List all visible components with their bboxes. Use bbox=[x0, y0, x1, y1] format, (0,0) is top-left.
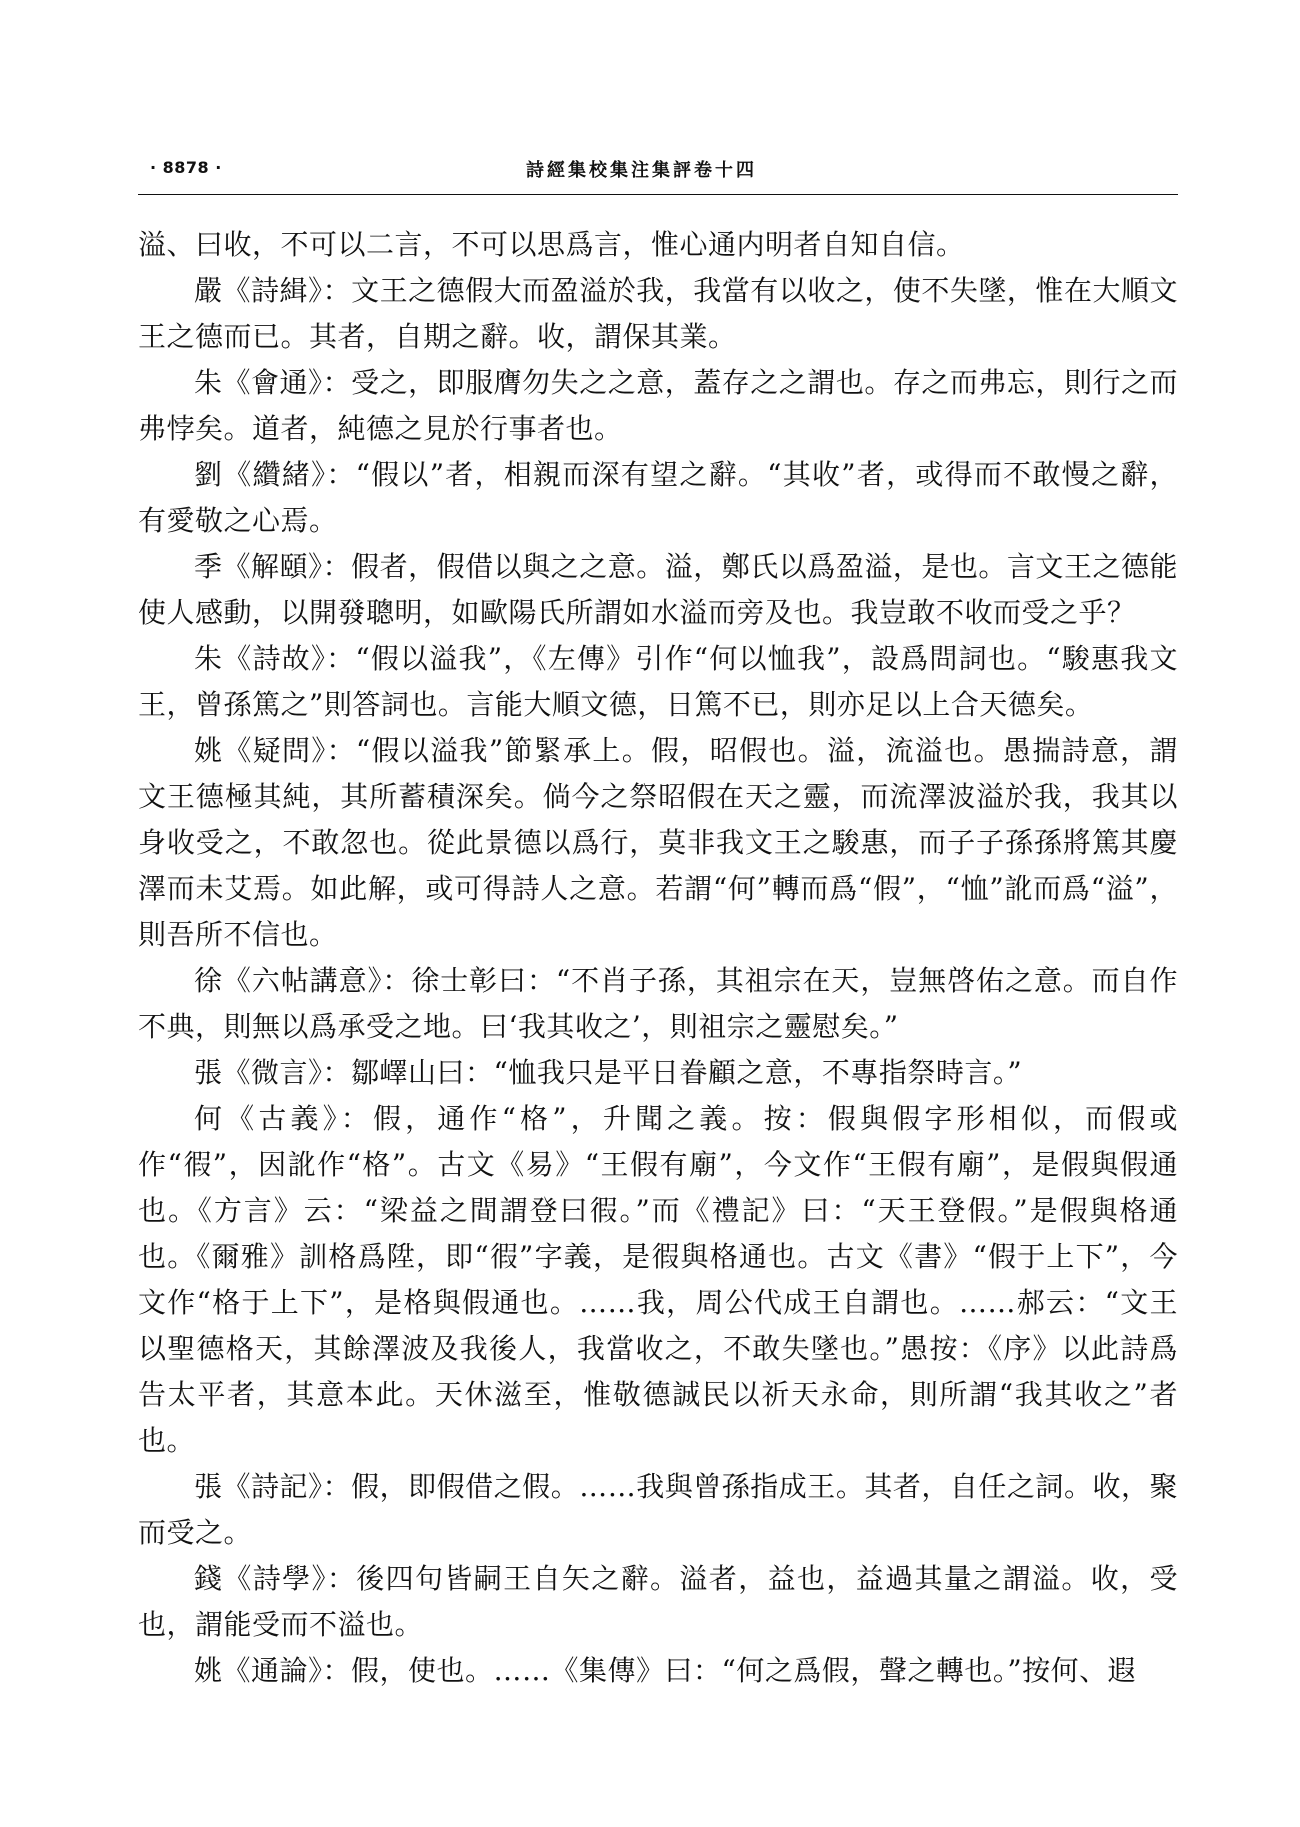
header-rule bbox=[138, 194, 1178, 195]
commentary-paragraph: 朱《詩故》：“假以溢我”，《左傳》引作“何以恤我”，設爲問詞也。“駿惠我文王，曾孫篤之”則答詞也。言能大順文德，日篤不已，則亦足以上合天德矣。 bbox=[138, 642, 1178, 721]
commentary-paragraph: 徐《六帖講意》：徐士彰曰：“不肖子孫，其祖宗在天，豈無啓佑之意。而自作不典，則無以爲承受之地。曰‘我其收之’，則祖宗之靈慰矣。” bbox=[138, 964, 1178, 1043]
commentary-paragraph: 錢《詩學》：後四句皆嗣王自矢之辭。溢者，益也，益過其量之謂溢。收，受也，謂能受而不溢也。 bbox=[138, 1562, 1178, 1641]
commentary-paragraph: 嚴《詩緝》：文王之德假大而盈溢於我，我當有以收之，使不失墜，惟在大順文王之德而已。其者，自期之辭。收，謂保其業。 bbox=[138, 274, 1178, 353]
commentary-paragraph: 姚《疑問》：“假以溢我”節緊承上。假，昭假也。溢，流溢也。愚揣詩意，謂文王德極其純，其所蓄積深矣。倘今之祭昭假在天之靈，而流澤波溢於我，我其以身收受之，不敢忽也。從此景德以爲行，莫非我文王之駿惠，而子子孫孫將篤其慶澤而未艾焉。如此解，或可得詩人之意。若謂“何”轉而爲“假”，“恤”訛而爲“溢”，則吾所不信也。 bbox=[138, 734, 1178, 951]
commentary-paragraph: 姚《通論》：假，使也。……《集傳》曰：“何之爲假，聲之轉也。”按何、遐 bbox=[194, 1654, 1137, 1687]
commentary-paragraph: 張《微言》：鄒嶧山曰：“恤我只是平日眷顧之意，不專指祭時言。” bbox=[194, 1056, 1023, 1089]
commentary-paragraph: 張《詩記》：假，即假借之假。……我與曾孫指成王。其者，自任之詞。收，聚而受之。 bbox=[138, 1470, 1178, 1549]
paragraph-continued: 溢、曰收，不可以二言，不可以思爲言，惟心通内明者自知自信。 bbox=[138, 228, 965, 261]
commentary-paragraph: 季《解頤》：假者，假借以與之之意。溢，鄭氏以爲盈溢，是也。言文王之德能使人感動，以開發聰明，如歐陽氏所謂如水溢而旁及也。我豈敢不收而受之乎？ bbox=[138, 550, 1178, 629]
page-number: · 8878 · bbox=[150, 158, 222, 177]
page-body bbox=[138, 222, 1178, 1694]
running-title: 詩經集校集注集評卷十四 bbox=[526, 160, 757, 181]
commentary-paragraph: 朱《會通》：受之，即服膺勿失之之意，蓋存之之謂也。存之而弗忘，則行之而弗悖矣。道者，純德之見於行事者也。 bbox=[138, 366, 1178, 445]
commentary-paragraph: 劉《纘緒》：“假以”者，相親而深有望之辭。“其收”者，或得而不敢慢之辭，有愛敬之心焉。 bbox=[138, 458, 1178, 537]
commentary-paragraph: 何《古義》：假，通作“格”，升聞之義。按：假與假字形相似，而假或作“徦”，因訛作“格”。古文《易》“王假有廟”，今文作“王假有廟”，是假與假通也。《方言》云：“梁益之間謂登曰徦。”而《禮記》曰：“天王登假。”是假與格通也。《爾雅》訓格爲陞，即“徦”字義，是徦與格通也。古文《書》“假于上下”，今文作“格于上下”，是格與假通也。……我，周公代成王自謂也。……郝云：“文王以聖德格天，其餘澤波及我後人，我當收之，不敢失墜也。”愚按：《序》以此詩爲告太平者，其意本此。天休滋至，惟敬德誠民以祈天永命，則所謂“我其收之”者也。 bbox=[138, 1102, 1178, 1457]
page-header bbox=[138, 156, 1176, 186]
